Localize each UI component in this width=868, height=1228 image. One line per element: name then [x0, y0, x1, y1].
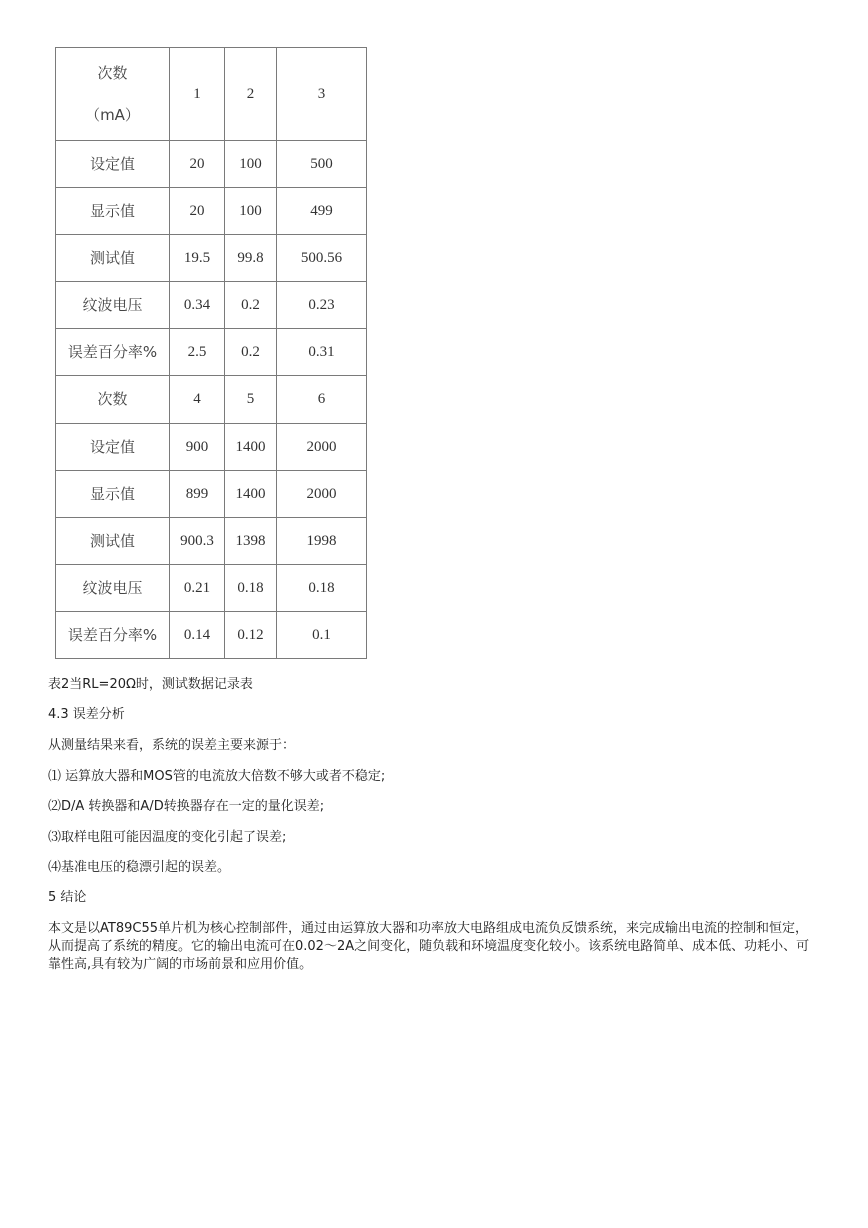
table-cell: 1998: [277, 517, 367, 564]
section-heading: 4.3 误差分析: [48, 707, 125, 722]
row-label: 纹波电压: [56, 282, 170, 329]
table-cell: 2.5: [170, 329, 225, 376]
table-cell: 899: [170, 470, 225, 517]
table-cell: 20: [170, 188, 225, 235]
table-cell: 0.31: [277, 329, 367, 376]
table-row: [56, 188, 367, 235]
table-row: [56, 329, 367, 376]
table-cell: 0.2: [225, 282, 277, 329]
row-label: 误差百分率%: [56, 611, 170, 658]
table-cell: 20: [170, 141, 225, 188]
table-row: [56, 423, 367, 470]
unit-label: （mA）: [85, 106, 140, 125]
table-cell: 2: [225, 48, 277, 141]
table-row: [56, 611, 367, 658]
table-row: [56, 48, 367, 141]
row-label-text: 次数: [97, 64, 128, 83]
list-item: ⑵D/A 转换器和A/D转换器存在一定的量化误差;: [48, 799, 325, 814]
row-label: [56, 48, 170, 141]
table-caption: 表2当RL=20Ω时，测试数据记录表: [48, 677, 253, 692]
table-row: [56, 517, 367, 564]
table-row: [56, 235, 367, 282]
row-label: 显示值: [56, 188, 170, 235]
table-cell: 0.2: [225, 329, 277, 376]
table-cell: 6: [277, 376, 367, 423]
list-item: ⑴ 运算放大器和MOS管的电流放大倍数不够大或者不稳定;: [48, 769, 386, 784]
table-cell: 1: [170, 48, 225, 141]
row-label: 次数: [56, 376, 170, 423]
table-cell: 500: [277, 141, 367, 188]
table-cell: 5: [225, 376, 277, 423]
table-cell: 100: [225, 188, 277, 235]
table-cell: 1398: [225, 517, 277, 564]
paragraph: 从测量结果来看，系统的误差主要来源于：: [48, 738, 296, 753]
table-cell: 1400: [225, 423, 277, 470]
table-cell: 0.12: [225, 611, 277, 658]
measurement-table: [55, 47, 367, 659]
table-cell: 900: [170, 423, 225, 470]
row-label: 设定值: [56, 141, 170, 188]
row-label: 显示值: [56, 470, 170, 517]
table-cell: 4: [170, 376, 225, 423]
table-cell: 3: [277, 48, 367, 141]
table-cell: 500.56: [277, 235, 367, 282]
section-heading: 5 结论: [48, 890, 87, 905]
table-cell: 0.14: [170, 611, 225, 658]
row-label: 误差百分率%: [56, 329, 170, 376]
table-cell: 2000: [277, 423, 367, 470]
table-cell: 99.8: [225, 235, 277, 282]
table-row: [56, 564, 367, 611]
table-row: [56, 470, 367, 517]
table-cell: 0.23: [277, 282, 367, 329]
paragraph: 本文是以AT89C55单片机为核心控制部件，通过由运算放大器和功率放大电路组成电流负反馈系统，来完成输出电流的控制和恒定，从而提高了系统的精度。它的输出电流可在0.02～2A之间变化，随负载和环境温度变化较小。该系统电路简单、成本低、功耗小、可靠性高,具有较为广阔的市场前景和应用价值。: [48, 921, 810, 972]
table-cell: 900.3: [170, 517, 225, 564]
table-row: [56, 376, 367, 423]
row-label: 设定值: [56, 423, 170, 470]
row-label: 纹波电压: [56, 564, 170, 611]
table-cell: 0.18: [225, 564, 277, 611]
table-cell: 499: [277, 188, 367, 235]
table-cell: 0.34: [170, 282, 225, 329]
table-row: [56, 282, 367, 329]
row-label: 测试值: [56, 235, 170, 282]
list-item: ⑶取样电阻可能因温度的变化引起了误差;: [48, 830, 287, 845]
table-cell: 100: [225, 141, 277, 188]
row-label: 测试值: [56, 517, 170, 564]
table-cell: 0.21: [170, 564, 225, 611]
table-cell: 1400: [225, 470, 277, 517]
table-cell: 0.18: [277, 564, 367, 611]
table-cell: 2000: [277, 470, 367, 517]
table-cell: 19.5: [170, 235, 225, 282]
table-row: [56, 141, 367, 188]
table-cell: 0.1: [277, 611, 367, 658]
list-item: ⑷基准电压的稳漂引起的误差。: [48, 860, 231, 875]
